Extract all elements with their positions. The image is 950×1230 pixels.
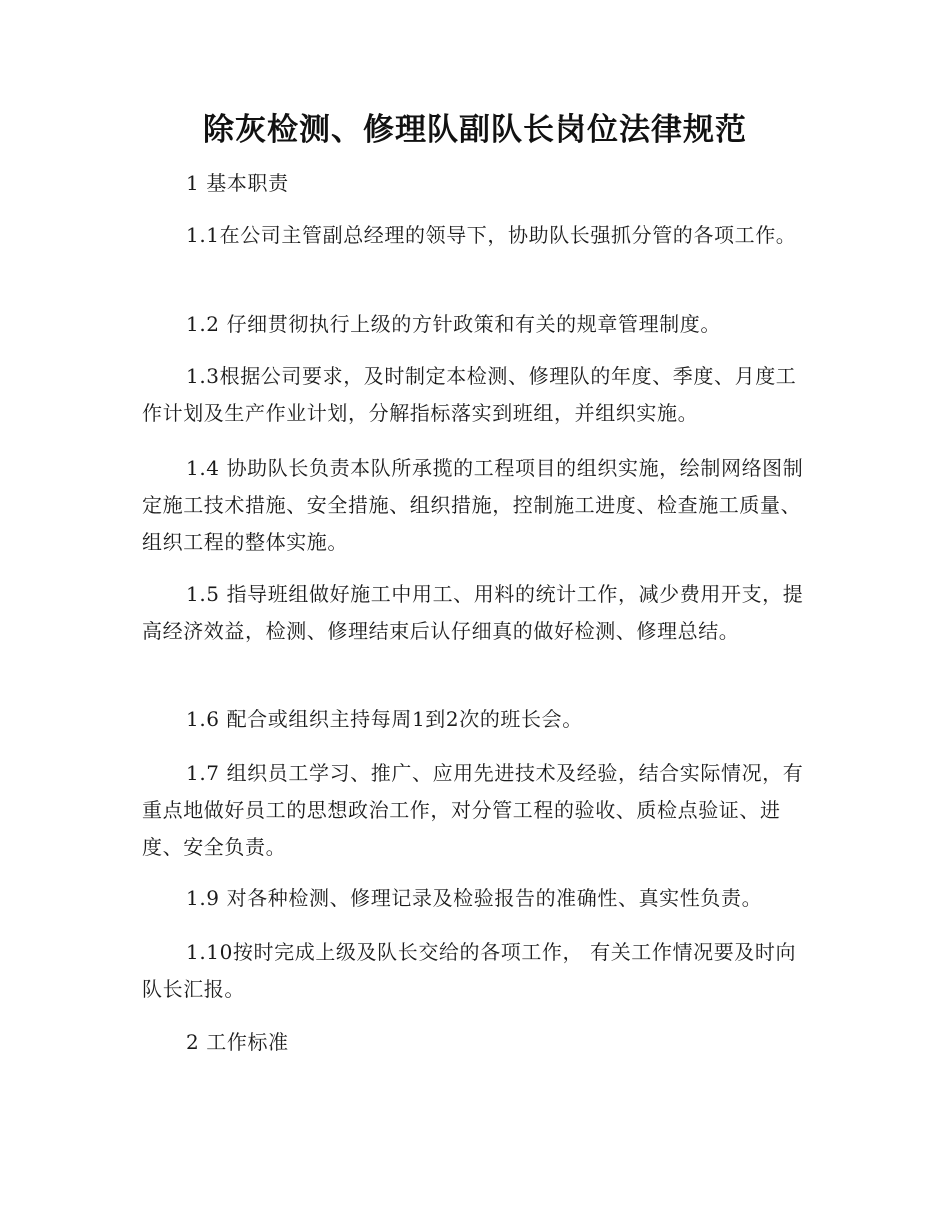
section-heading-1: 1 基本职责 bbox=[186, 171, 289, 195]
paragraph-1-9: 1.9 对各种检测、修理记录及检验报告的准确性、真实性负责。 bbox=[186, 886, 763, 910]
document-title: 除灰检测、修理队副队长岗位法律规范 bbox=[203, 112, 747, 148]
section-heading-2: 2 工作标准 bbox=[186, 1030, 289, 1054]
paragraph-1-4: 1.4 协助队长负责本队所承揽的工程项目的组织实施，绘制网络图制定施工技术措施、安全措施、组织措施，控制施工进度、检查施工质量、组织工程的整体实施。 bbox=[142, 456, 804, 554]
paragraph-1-5: 1.5 指导班组做好施工中用工、用料的统计工作，减少费用开支，提高经济效益，检测、修理结束后认仔细真的做好检测、修理总结。 bbox=[142, 582, 804, 643]
paragraph-1-6: 1.6 配合或组织主持每周1到2次的班长会。 bbox=[186, 707, 583, 731]
paragraph-1-2: 1.2 仔细贯彻执行上级的方针政策和有关的规章管理制度。 bbox=[186, 312, 721, 336]
paragraph-1-3: 1.3根据公司要求，及时制定本检测、修理队的年度、季度、月度工作计划及生产作业计划，分解指标落实到班组，并组织实施。 bbox=[142, 364, 797, 425]
paragraph-1-1: 1.1在公司主管副总经理的领导下，协助队长强抓分管的各项工作。 bbox=[186, 223, 797, 247]
paragraph-1-7: 1.7 组织员工学习、推广、应用先进技术及经验，结合实际情况，有重点地做好员工的思想政治工作，对分管工程的验收、质检点验证、进度、安全负责。 bbox=[142, 761, 804, 859]
paragraph-1-10: 1.10按时完成上级及队长交给的各项工作， 有关工作情况要及时向队长汇报。 bbox=[142, 940, 797, 1001]
